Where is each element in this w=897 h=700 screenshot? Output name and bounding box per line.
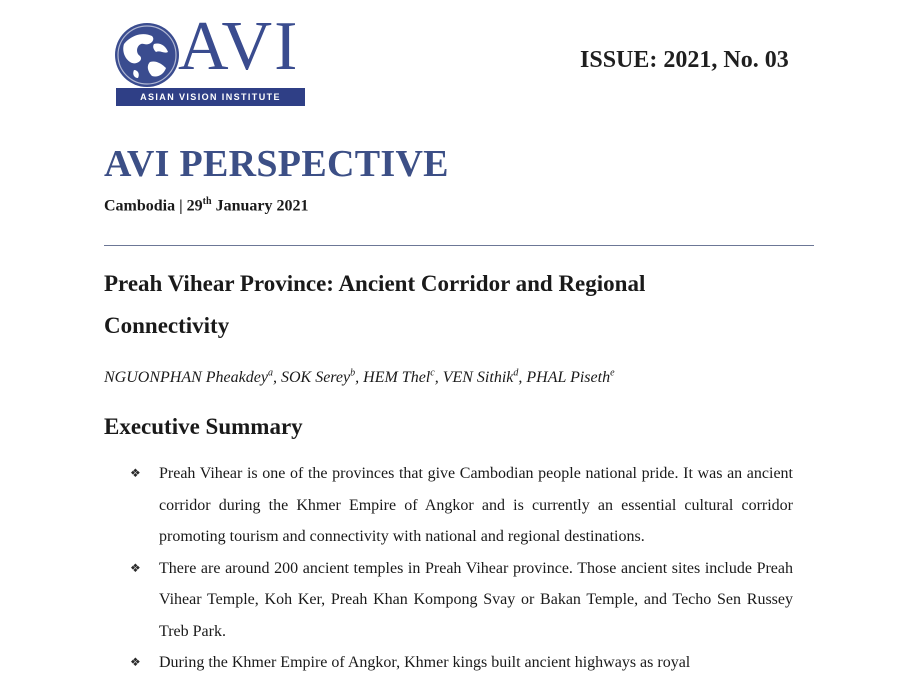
- summary-list: [130, 458, 793, 679]
- header-divider: [104, 245, 814, 246]
- author: SOK Serey$^b$,: [280, 368, 364, 387]
- diamond-bullet-icon: ❖: [130, 466, 141, 480]
- dateline-ordinal: th: [202, 196, 212, 207]
- list-item: ❖ During the Khmer Empire of Angkor, Khmer kings built ancient highways as royal: [130, 647, 793, 679]
- author: NGUONPHAN Pheakdey$^a$,: [104, 368, 281, 387]
- globe-icon: [114, 22, 180, 88]
- avi-logo: [114, 8, 306, 108]
- list-item: ❖ There are around 200 ancient temples in Preah Vihear province. Those ancient sites include Preah Vihear Temple, Koh Ker, Preah Khan Kompong Svay or Bakan Temple, and Techo Sen Russey Treb Park.: [130, 553, 793, 648]
- dateline-prefix: Cambodia | 29: [104, 197, 203, 215]
- list-item: ❖ Preah Vihear is one of the provinces that give Cambodian people national pride. It was an ancient corridor during the Khmer Empire of Angkor and is currently an essential cultural corridor promoting tourism and connectivity with national and regional destinations.: [130, 458, 793, 553]
- logo-tagline: ASIAN VISION INSTITUTE: [116, 88, 305, 106]
- dateline: [104, 196, 308, 215]
- diamond-bullet-icon: ❖: [130, 560, 141, 575]
- author: HEM Thel$^c$,: [363, 368, 443, 387]
- dateline-suffix: January 2021: [211, 197, 309, 215]
- author: VEN Sithik$^d$,: [442, 368, 527, 387]
- author: PHAL Piseth$^e$: [526, 368, 615, 387]
- diamond-bullet-icon: ❖: [130, 655, 141, 669]
- author-list: [104, 368, 615, 387]
- section-heading: Executive Summary: [104, 414, 303, 439]
- logo-wordmark: AVI: [178, 8, 300, 85]
- article-title: Preah Vihear Province: Ancient Corridor and Regional Connectivity: [104, 271, 646, 338]
- page-title: AVI PERSPECTIVE: [104, 143, 449, 185]
- issue-number: ISSUE: 2021, No. 03: [580, 47, 789, 73]
